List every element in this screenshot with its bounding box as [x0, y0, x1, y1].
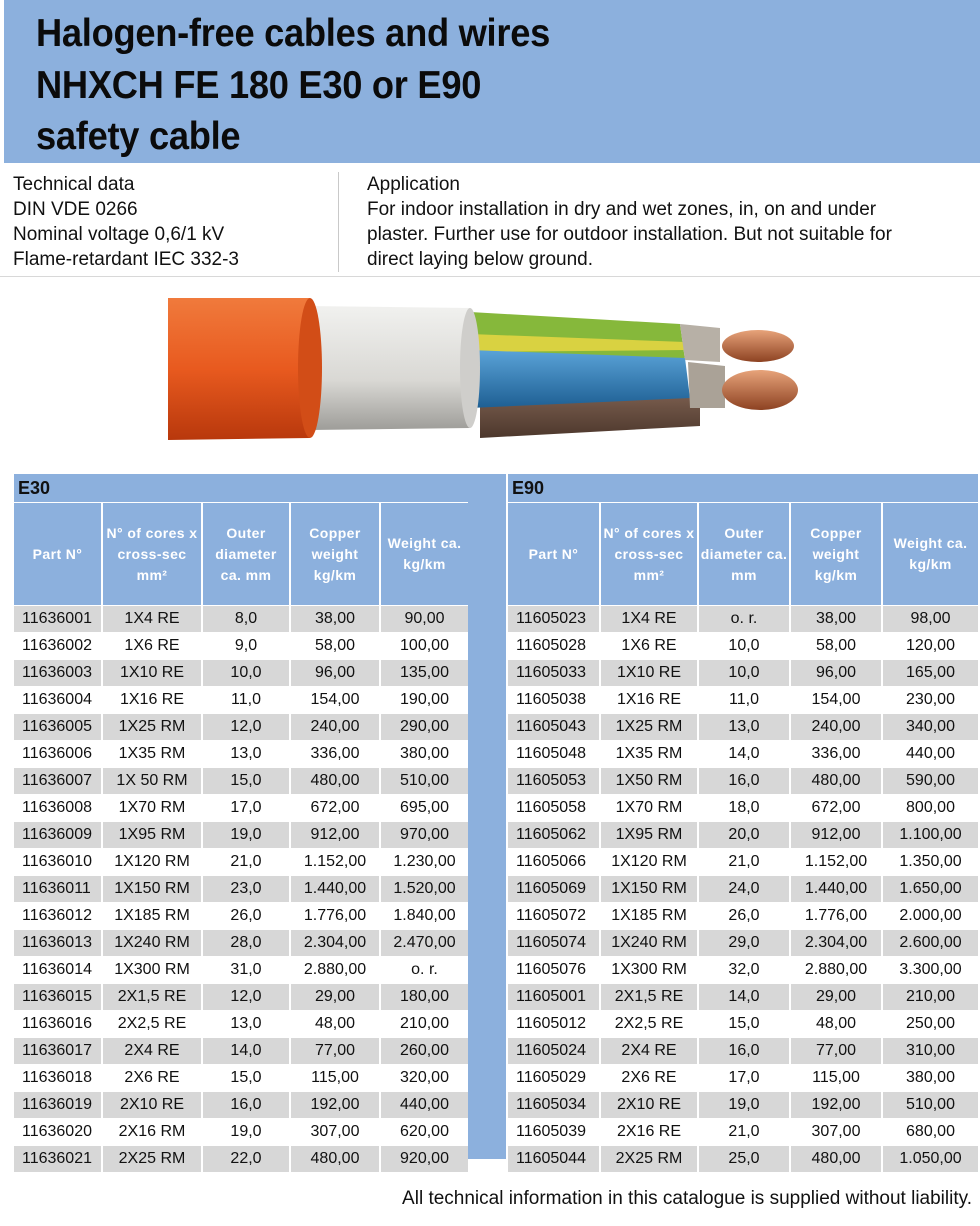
weight-cell: 440,00 — [882, 741, 978, 768]
part-number-cell: 11636010 — [14, 849, 102, 876]
copper-weight-cell: 336,00 — [790, 741, 882, 768]
part-number-cell: 11636007 — [14, 768, 102, 795]
part-number-cell: 11605076 — [508, 957, 600, 984]
weight-cell: 340,00 — [882, 714, 978, 741]
part-number-cell: 11605001 — [508, 984, 600, 1011]
cores-cell: 2X2,5 RE — [600, 1011, 698, 1038]
cores-cell: 1X185 RM — [102, 903, 202, 930]
weight-cell: 210,00 — [882, 984, 978, 1011]
part-number-cell: 11636015 — [14, 984, 102, 1011]
part-number-cell: 11636002 — [14, 633, 102, 660]
weight-cell: 180,00 — [380, 984, 468, 1011]
part-number-cell: 11605034 — [508, 1092, 600, 1119]
copper-weight-cell: 38,00 — [290, 606, 380, 633]
part-number-cell: 11605072 — [508, 903, 600, 930]
weight-cell: 1.350,00 — [882, 849, 978, 876]
part-number-cell: 11605012 — [508, 1011, 600, 1038]
cores-cell: 2X25 RM — [102, 1146, 202, 1173]
weight-cell: 100,00 — [380, 633, 468, 660]
table-row — [508, 957, 978, 984]
outer-diameter-cell: 32,0 — [698, 957, 790, 984]
outer-diameter-cell: 16,0 — [698, 768, 790, 795]
cores-cell: 2X10 RE — [600, 1092, 698, 1119]
table-row — [14, 660, 468, 687]
outer-diameter-cell: 25,0 — [698, 1146, 790, 1173]
cores-cell: 2X4 RE — [102, 1038, 202, 1065]
outer-diameter-cell: 17,0 — [698, 1065, 790, 1092]
outer-diameter-cell: 8,0 — [202, 606, 290, 633]
weight-cell: 380,00 — [882, 1065, 978, 1092]
copper-weight-cell: 115,00 — [790, 1065, 882, 1092]
weight-cell: 90,00 — [380, 606, 468, 633]
weight-cell: 680,00 — [882, 1119, 978, 1146]
outer-diameter-cell: 21,0 — [202, 849, 290, 876]
table-row — [14, 795, 468, 822]
weight-cell: 590,00 — [882, 768, 978, 795]
copper-weight-cell: 480,00 — [790, 1146, 882, 1173]
copper-weight-cell: 1.440,00 — [290, 876, 380, 903]
cable-image — [160, 290, 800, 450]
part-number-cell: 11636017 — [14, 1038, 102, 1065]
disclaimer: All technical information in this catalogue is supplied without liability. — [402, 1188, 972, 1209]
part-number-cell: 11605028 — [508, 633, 600, 660]
weight-cell: 98,00 — [882, 606, 978, 633]
cores-cell: 1X4 RE — [102, 606, 202, 633]
weight-cell: 620,00 — [380, 1119, 468, 1146]
table-row — [508, 822, 978, 849]
copper-weight-cell: 672,00 — [290, 795, 380, 822]
cores-cell: 1X95 RM — [102, 822, 202, 849]
outer-diameter-cell: 14,0 — [698, 741, 790, 768]
part-number-cell: 11605033 — [508, 660, 600, 687]
outer-diameter-cell: 15,0 — [698, 1011, 790, 1038]
outer-diameter-cell: 14,0 — [698, 984, 790, 1011]
outer-diameter-cell: 19,0 — [202, 822, 290, 849]
outer-diameter-cell: 10,0 — [698, 660, 790, 687]
cores-cell: 2X6 RE — [600, 1065, 698, 1092]
cores-cell: 2X16 RE — [600, 1119, 698, 1146]
cores-cell: 2X25 RM — [600, 1146, 698, 1173]
table-row — [14, 849, 468, 876]
outer-diameter-cell: 10,0 — [202, 660, 290, 687]
outer-diameter-cell: 13,0 — [202, 1011, 290, 1038]
cores-cell: 1X150 RM — [102, 876, 202, 903]
table-row — [14, 1011, 468, 1038]
part-number-cell: 11636014 — [14, 957, 102, 984]
part-number-cell: 11636011 — [14, 876, 102, 903]
part-number-cell: 11636013 — [14, 930, 102, 957]
table-row — [508, 876, 978, 903]
weight-cell: 120,00 — [882, 633, 978, 660]
copper-weight-cell: 115,00 — [290, 1065, 380, 1092]
weight-cell: 1.650,00 — [882, 876, 978, 903]
weight-cell: 970,00 — [380, 822, 468, 849]
weight-cell: 1.840,00 — [380, 903, 468, 930]
title-line-2: NHXCH FE 180 E30 or E90 — [36, 64, 482, 107]
cores-cell: 1X50 RM — [600, 768, 698, 795]
e90-table — [508, 474, 978, 1172]
cores-cell: 1X35 RM — [600, 741, 698, 768]
copper-weight-cell: 29,00 — [290, 984, 380, 1011]
part-number-cell: 11636021 — [14, 1146, 102, 1173]
cores-cell: 1X 50 RM — [102, 768, 202, 795]
part-number-cell: 11605043 — [508, 714, 600, 741]
table-row — [508, 714, 978, 741]
outer-diameter-cell: 17,0 — [202, 795, 290, 822]
table-row — [508, 1092, 978, 1119]
copper-weight-cell: 240,00 — [790, 714, 882, 741]
copper-weight-cell: 58,00 — [290, 633, 380, 660]
header-weight: Weight ca. kg/km — [882, 503, 978, 606]
part-number-cell: 11636005 — [14, 714, 102, 741]
header-copper: Copper weight kg/km — [790, 503, 882, 606]
copper-weight-cell: 58,00 — [790, 633, 882, 660]
table-row — [508, 1119, 978, 1146]
copper-weight-cell: 96,00 — [790, 660, 882, 687]
part-number-cell: 11605058 — [508, 795, 600, 822]
outer-diameter-cell: 12,0 — [202, 714, 290, 741]
outer-diameter-cell: 29,0 — [698, 930, 790, 957]
table-row — [14, 984, 468, 1011]
part-number-cell: 11636018 — [14, 1065, 102, 1092]
copper-weight-cell: 1.152,00 — [290, 849, 380, 876]
copper-weight-cell: 672,00 — [790, 795, 882, 822]
application-heading: Application — [367, 174, 460, 195]
part-number-cell: 11605062 — [508, 822, 600, 849]
table-row — [508, 984, 978, 1011]
outer-diameter-cell: 21,0 — [698, 849, 790, 876]
table-row — [508, 660, 978, 687]
weight-cell: 230,00 — [882, 687, 978, 714]
table-row — [14, 957, 468, 984]
header-copper: Copper weight kg/km — [290, 503, 380, 606]
copper-weight-cell: 29,00 — [790, 984, 882, 1011]
copper-weight-cell: 240,00 — [290, 714, 380, 741]
cores-cell: 1X6 RE — [102, 633, 202, 660]
outer-diameter-cell: 14,0 — [202, 1038, 290, 1065]
header-diameter: Outer diameter ca. mm — [698, 503, 790, 606]
cores-cell: 2X6 RE — [102, 1065, 202, 1092]
copper-weight-cell: 77,00 — [290, 1038, 380, 1065]
weight-cell: 290,00 — [380, 714, 468, 741]
outer-diameter-cell: 26,0 — [202, 903, 290, 930]
part-number-cell: 11636004 — [14, 687, 102, 714]
weight-cell: 440,00 — [380, 1092, 468, 1119]
table-row — [14, 714, 468, 741]
header-diameter: Outer diameter ca. mm — [202, 503, 290, 606]
copper-weight-cell: 154,00 — [290, 687, 380, 714]
weight-cell: 135,00 — [380, 660, 468, 687]
copper-weight-cell: 38,00 — [790, 606, 882, 633]
weight-cell: 210,00 — [380, 1011, 468, 1038]
outer-diameter-cell: 26,0 — [698, 903, 790, 930]
part-number-cell: 11605039 — [508, 1119, 600, 1146]
cores-cell: 2X16 RM — [102, 1119, 202, 1146]
cores-cell: 1X4 RE — [600, 606, 698, 633]
outer-diameter-cell: 22,0 — [202, 1146, 290, 1173]
cores-cell: 1X25 RM — [102, 714, 202, 741]
cores-cell: 1X6 RE — [600, 633, 698, 660]
outer-diameter-cell: 21,0 — [698, 1119, 790, 1146]
copper-weight-cell: 480,00 — [790, 768, 882, 795]
table-row — [14, 768, 468, 795]
cores-cell: 1X185 RM — [600, 903, 698, 930]
copper-weight-cell: 912,00 — [290, 822, 380, 849]
table-row — [508, 1065, 978, 1092]
weight-cell: 2.000,00 — [882, 903, 978, 930]
outer-diameter-cell: 24,0 — [698, 876, 790, 903]
table-row — [508, 1038, 978, 1065]
weight-cell: 250,00 — [882, 1011, 978, 1038]
cores-cell: 2X1,5 RE — [600, 984, 698, 1011]
part-number-cell: 11636020 — [14, 1119, 102, 1146]
table-row — [508, 795, 978, 822]
copper-weight-cell: 48,00 — [790, 1011, 882, 1038]
copper-weight-cell: 2.880,00 — [290, 957, 380, 984]
outer-diameter-cell: 16,0 — [202, 1092, 290, 1119]
outer-diameter-cell: 11,0 — [202, 687, 290, 714]
header-part: Part N° — [14, 503, 102, 606]
table-row — [508, 633, 978, 660]
outer-diameter-cell: 9,0 — [202, 633, 290, 660]
outer-diameter-cell: 12,0 — [202, 984, 290, 1011]
table-row — [508, 606, 978, 633]
outer-diameter-cell: 15,0 — [202, 768, 290, 795]
part-number-cell: 11605069 — [508, 876, 600, 903]
cores-cell: 1X35 RM — [102, 741, 202, 768]
application-text: For indoor installation in dry and wet zones, in, on and under plaster. Further use for outdoor installation. But not suitable for direct laying below ground. — [367, 199, 892, 270]
cores-cell: 1X16 RE — [600, 687, 698, 714]
e90-label: E90 — [508, 474, 978, 503]
table-row — [14, 606, 468, 633]
table-row — [508, 930, 978, 957]
copper-weight-cell: 307,00 — [290, 1119, 380, 1146]
copper-weight-cell: 77,00 — [790, 1038, 882, 1065]
technical-flame: Flame-retardant IEC 332-3 — [13, 249, 239, 270]
table-row — [508, 849, 978, 876]
header-weight: Weight ca. kg/km — [380, 503, 468, 606]
outer-diameter-cell: 13,0 — [202, 741, 290, 768]
outer-diameter-cell: 15,0 — [202, 1065, 290, 1092]
cores-cell: 1X120 RM — [600, 849, 698, 876]
copper-weight-cell: 1.776,00 — [290, 903, 380, 930]
copper-weight-cell: 336,00 — [290, 741, 380, 768]
copper-weight-cell: 912,00 — [790, 822, 882, 849]
cores-cell: 2X1,5 RE — [102, 984, 202, 1011]
weight-cell: 695,00 — [380, 795, 468, 822]
technical-data — [13, 172, 239, 272]
copper-weight-cell: 1.776,00 — [790, 903, 882, 930]
outer-diameter-cell: o. r. — [698, 606, 790, 633]
cores-cell: 1X240 RM — [102, 930, 202, 957]
weight-cell: 310,00 — [882, 1038, 978, 1065]
part-number-cell: 11636016 — [14, 1011, 102, 1038]
weight-cell: 320,00 — [380, 1065, 468, 1092]
weight-cell: 3.300,00 — [882, 957, 978, 984]
weight-cell: 920,00 — [380, 1146, 468, 1173]
table-row — [14, 822, 468, 849]
copper-weight-cell: 48,00 — [290, 1011, 380, 1038]
part-number-cell: 11605038 — [508, 687, 600, 714]
part-number-cell: 11636006 — [14, 741, 102, 768]
copper-weight-cell: 192,00 — [290, 1092, 380, 1119]
title-line-1: Halogen-free cables and wires — [36, 12, 550, 55]
part-number-cell: 11605044 — [508, 1146, 600, 1173]
weight-cell: 2.600,00 — [882, 930, 978, 957]
table-row — [14, 876, 468, 903]
section-separator — [0, 276, 980, 277]
table-row — [14, 687, 468, 714]
outer-diameter-cell: 10,0 — [698, 633, 790, 660]
part-number-cell: 11605023 — [508, 606, 600, 633]
part-number-cell: 11636012 — [14, 903, 102, 930]
weight-cell: 1.520,00 — [380, 876, 468, 903]
weight-cell: 380,00 — [380, 741, 468, 768]
part-number-cell: 11636003 — [14, 660, 102, 687]
technical-voltage: Nominal voltage 0,6/1 kV — [13, 224, 225, 245]
weight-cell: 2.470,00 — [380, 930, 468, 957]
part-number-cell: 11636008 — [14, 795, 102, 822]
cores-cell: 1X70 RM — [102, 795, 202, 822]
cores-cell: 1X95 RM — [600, 822, 698, 849]
weight-cell: 1.100,00 — [882, 822, 978, 849]
cores-cell: 2X10 RE — [102, 1092, 202, 1119]
outer-diameter-cell: 28,0 — [202, 930, 290, 957]
part-number-cell: 11636009 — [14, 822, 102, 849]
table-row — [508, 903, 978, 930]
outer-diameter-cell: 18,0 — [698, 795, 790, 822]
table-row — [508, 1146, 978, 1173]
header-cores: N° of cores x cross-sec mm² — [600, 503, 698, 606]
title-line-3: safety cable — [36, 115, 241, 158]
weight-cell: 800,00 — [882, 795, 978, 822]
weight-cell: o. r. — [380, 957, 468, 984]
part-number-cell: 11605066 — [508, 849, 600, 876]
cores-cell: 1X10 RE — [102, 660, 202, 687]
cores-cell: 2X4 RE — [600, 1038, 698, 1065]
title-banner — [4, 0, 980, 163]
part-number-cell: 11605048 — [508, 741, 600, 768]
copper-weight-cell: 480,00 — [290, 768, 380, 795]
weight-cell: 510,00 — [380, 768, 468, 795]
table-row — [14, 1065, 468, 1092]
table-row — [508, 741, 978, 768]
header-part: Part N° — [508, 503, 600, 606]
e30-label: E30 — [14, 474, 468, 503]
copper-weight-cell: 2.304,00 — [290, 930, 380, 957]
cores-cell: 1X120 RM — [102, 849, 202, 876]
cores-cell: 2X2,5 RE — [102, 1011, 202, 1038]
outer-diameter-cell: 16,0 — [698, 1038, 790, 1065]
table-row — [14, 1146, 468, 1173]
copper-weight-cell: 2.304,00 — [790, 930, 882, 957]
part-number-cell: 11605024 — [508, 1038, 600, 1065]
part-number-cell: 11605053 — [508, 768, 600, 795]
header-cores: N° of cores x cross-sec mm² — [102, 503, 202, 606]
outer-diameter-cell: 20,0 — [698, 822, 790, 849]
part-number-cell: 11636001 — [14, 606, 102, 633]
weight-cell: 1.050,00 — [882, 1146, 978, 1173]
weight-cell: 510,00 — [882, 1092, 978, 1119]
column-divider — [338, 172, 339, 272]
part-number-cell: 11636019 — [14, 1092, 102, 1119]
cores-cell: 1X25 RM — [600, 714, 698, 741]
table-row — [14, 633, 468, 660]
outer-diameter-cell: 13,0 — [698, 714, 790, 741]
outer-diameter-cell: 23,0 — [202, 876, 290, 903]
cores-cell: 1X150 RM — [600, 876, 698, 903]
outer-diameter-cell: 31,0 — [202, 957, 290, 984]
cores-cell: 1X70 RM — [600, 795, 698, 822]
table-gap — [468, 474, 506, 1159]
technical-heading: Technical data — [13, 174, 135, 195]
cores-cell: 1X300 RM — [102, 957, 202, 984]
part-number-cell: 11605029 — [508, 1065, 600, 1092]
table-row — [508, 768, 978, 795]
copper-weight-cell: 96,00 — [290, 660, 380, 687]
outer-diameter-cell: 19,0 — [698, 1092, 790, 1119]
cores-cell: 1X16 RE — [102, 687, 202, 714]
outer-diameter-cell: 11,0 — [698, 687, 790, 714]
cores-cell: 1X10 RE — [600, 660, 698, 687]
part-number-cell: 11605074 — [508, 930, 600, 957]
table-row — [508, 1011, 978, 1038]
technical-standard: DIN VDE 0266 — [13, 199, 138, 220]
weight-cell: 165,00 — [882, 660, 978, 687]
cores-cell: 1X240 RM — [600, 930, 698, 957]
copper-weight-cell: 192,00 — [790, 1092, 882, 1119]
table-row — [14, 1119, 468, 1146]
weight-cell: 190,00 — [380, 687, 468, 714]
application-block — [367, 172, 937, 272]
copper-weight-cell: 307,00 — [790, 1119, 882, 1146]
copper-weight-cell: 154,00 — [790, 687, 882, 714]
weight-cell: 1.230,00 — [380, 849, 468, 876]
weight-cell: 260,00 — [380, 1038, 468, 1065]
e30-table — [14, 474, 468, 1172]
table-row — [14, 930, 468, 957]
outer-diameter-cell: 19,0 — [202, 1119, 290, 1146]
copper-weight-cell: 1.440,00 — [790, 876, 882, 903]
copper-weight-cell: 480,00 — [290, 1146, 380, 1173]
cores-cell: 1X300 RM — [600, 957, 698, 984]
copper-weight-cell: 2.880,00 — [790, 957, 882, 984]
copper-weight-cell: 1.152,00 — [790, 849, 882, 876]
table-row — [14, 741, 468, 768]
table-row — [508, 687, 978, 714]
table-row — [14, 903, 468, 930]
table-row — [14, 1092, 468, 1119]
table-row — [14, 1038, 468, 1065]
